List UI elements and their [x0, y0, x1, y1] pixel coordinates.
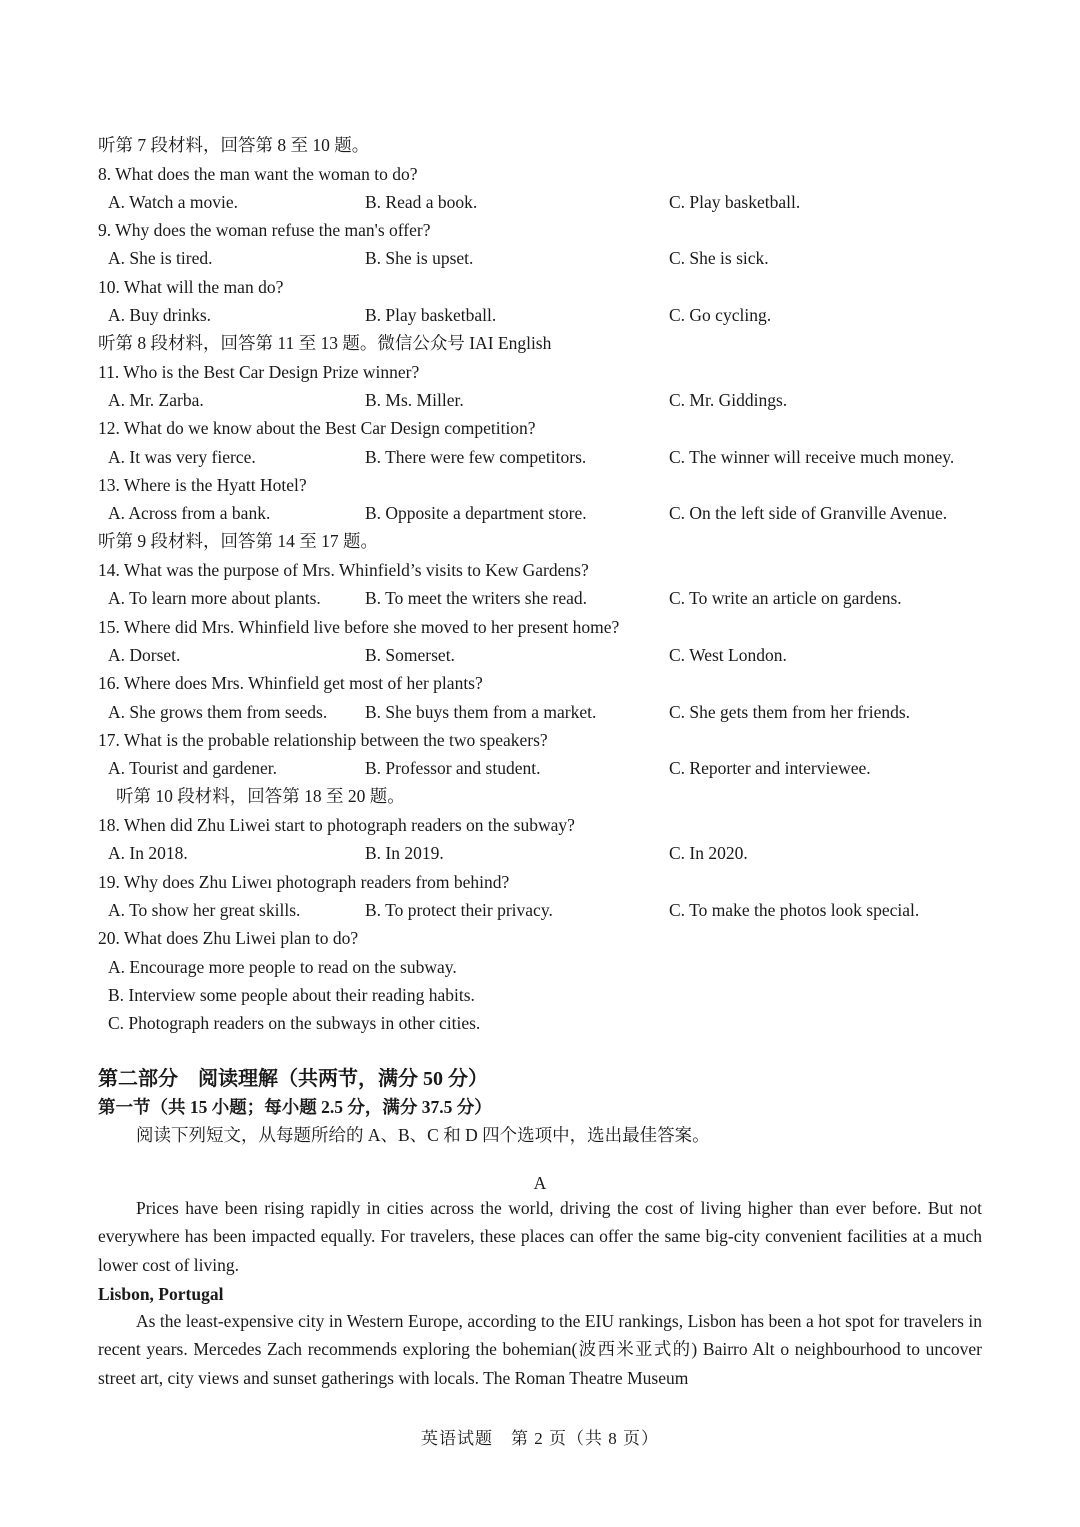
q16-option-c: C. She gets them from her friends.	[669, 702, 911, 722]
q9-option-b: B. She is upset.	[365, 248, 474, 268]
page-footer: 英语试题 第 2 页（共 8 页）	[421, 1429, 659, 1448]
q19-option-a: A. To show her great skills.	[108, 900, 301, 920]
question-13: 13. Where is the Hyatt Hotel?	[98, 475, 307, 495]
q12-option-a: A. It was very fierce.	[108, 447, 256, 467]
section-heading-7: 听第 7 段材料，回答第 8 至 10 题。	[98, 135, 370, 155]
q9-option-a: A. She is tired.	[108, 248, 213, 268]
question-10: 10. What will the man do?	[98, 277, 284, 297]
q8-option-c: C. Play basketball.	[669, 192, 801, 212]
q17-option-b: B. Professor and student.	[365, 758, 541, 778]
section-heading-9: 听第 9 段材料，回答第 14 至 17 题。	[98, 531, 378, 551]
q14-option-a: A. To learn more about plants.	[108, 588, 321, 608]
question-16: 16. Where does Mrs. Whinfield get most of her plants?	[98, 673, 483, 693]
q10-option-a: A. Buy drinks.	[108, 305, 212, 325]
q20-option-c: C. Photograph readers on the subways in other cities.	[108, 1013, 481, 1033]
q13-option-a: A. Across from a bank.	[108, 503, 271, 523]
q13-option-c: C. On the left side of Granville Avenue.	[669, 503, 948, 523]
section-heading-10: 听第 10 段材料，回答第 18 至 20 题。	[116, 786, 405, 806]
question-14: 14. What was the purpose of Mrs. Whinfield’s visits to Kew Gardens?	[98, 560, 589, 580]
q15-option-a: A. Dorset.	[108, 645, 181, 665]
question-12: 12. What do we know about the Best Car Design competition?	[98, 418, 536, 438]
q11-option-c: C. Mr. Giddings.	[669, 390, 788, 410]
passage-intro: Prices have been rising rapidly in cities across the world, driving the cost of living higher than ever before. But not everywhere has been impacted equally. For travelers, these places can offer the same big-city convenient facilities at a much lower cost of living.	[98, 1198, 982, 1275]
section-title: 第一节（共 15 小题；每小题 2.5 分，满分 37.5 分）	[98, 1097, 492, 1117]
q12-option-b: B. There were few competitors.	[365, 447, 587, 467]
city-heading-lisbon: Lisbon, Portugal	[98, 1284, 224, 1304]
q13-option-b: B. Opposite a department store.	[365, 503, 587, 523]
question-19: 19. Why does Zhu Liweı photograph readers from behind?	[98, 872, 510, 892]
q8-option-b: B. Read a book.	[365, 192, 478, 212]
q17-option-c: C. Reporter and interviewee.	[669, 758, 871, 778]
q18-option-c: C. In 2020.	[669, 843, 748, 863]
q10-option-c: C. Go cycling.	[669, 305, 772, 325]
question-18: 18. When did Zhu Liwei start to photograph readers on the subway?	[98, 815, 575, 835]
q15-option-c: C. West London.	[669, 645, 787, 665]
q16-option-a: A. She grows them from seeds.	[108, 702, 328, 722]
section-heading-8: 听第 8 段材料，回答第 11 至 13 题。微信公众号 IAI English	[98, 333, 552, 353]
q14-option-c: C. To write an article on gardens.	[669, 588, 902, 608]
q20-option-a: A. Encourage more people to read on the subway.	[108, 957, 457, 977]
q9-option-c: C. She is sick.	[669, 248, 769, 268]
question-20: 20. What does Zhu Liwei plan to do?	[98, 928, 359, 948]
q11-option-b: B. Ms. Miller.	[365, 390, 464, 410]
q10-option-b: B. Play basketball.	[365, 305, 497, 325]
q15-option-b: B. Somerset.	[365, 645, 455, 665]
instructions: 阅读下列短文，从每题所给的 A、B、C 和 D 四个选项中，选出最佳答案。	[136, 1125, 710, 1145]
lisbon-paragraph: As the least-expensive city in Western Europe, according to the EIU rankings, Lisbon has been a hot spot for travelers in recent years. Mercedes Zach recommends exploring the bohemian(波西米亚式的) Bairro Alt o neighbourhood to uncover street art, city views and sunset gatherings with locals. The Roman Theatre Museum	[98, 1311, 982, 1388]
q8-option-a: A. Watch a movie.	[108, 192, 238, 212]
q19-option-b: B. To protect their privacy.	[365, 900, 553, 920]
q20-option-b: B. Interview some people about their reading habits.	[108, 985, 475, 1005]
question-17: 17. What is the probable relationship between the two speakers?	[98, 730, 548, 750]
question-15: 15. Where did Mrs. Whinfield live before she moved to her present home?	[98, 617, 620, 637]
q16-option-b: B. She buys them from a market.	[365, 702, 597, 722]
part-title: 第二部分 阅读理解（共两节，满分 50 分）	[98, 1068, 488, 1090]
q12-option-c: C. The winner will receive much money.	[669, 447, 955, 467]
q18-option-b: B. In 2019.	[365, 843, 444, 863]
question-8: 8. What does the man want the woman to do?	[98, 164, 418, 184]
q18-option-a: A. In 2018.	[108, 843, 188, 863]
question-9: 9. Why does the woman refuse the man's offer?	[98, 220, 431, 240]
q11-option-a: A. Mr. Zarba.	[108, 390, 204, 410]
q19-option-c: C. To make the photos look special.	[669, 900, 920, 920]
passage-letter: A	[533, 1173, 547, 1193]
q14-option-b: B. To meet the writers she read.	[365, 588, 587, 608]
question-11: 11. Who is the Best Car Design Prize winner?	[98, 362, 420, 382]
q17-option-a: A. Tourist and gardener.	[108, 758, 278, 778]
